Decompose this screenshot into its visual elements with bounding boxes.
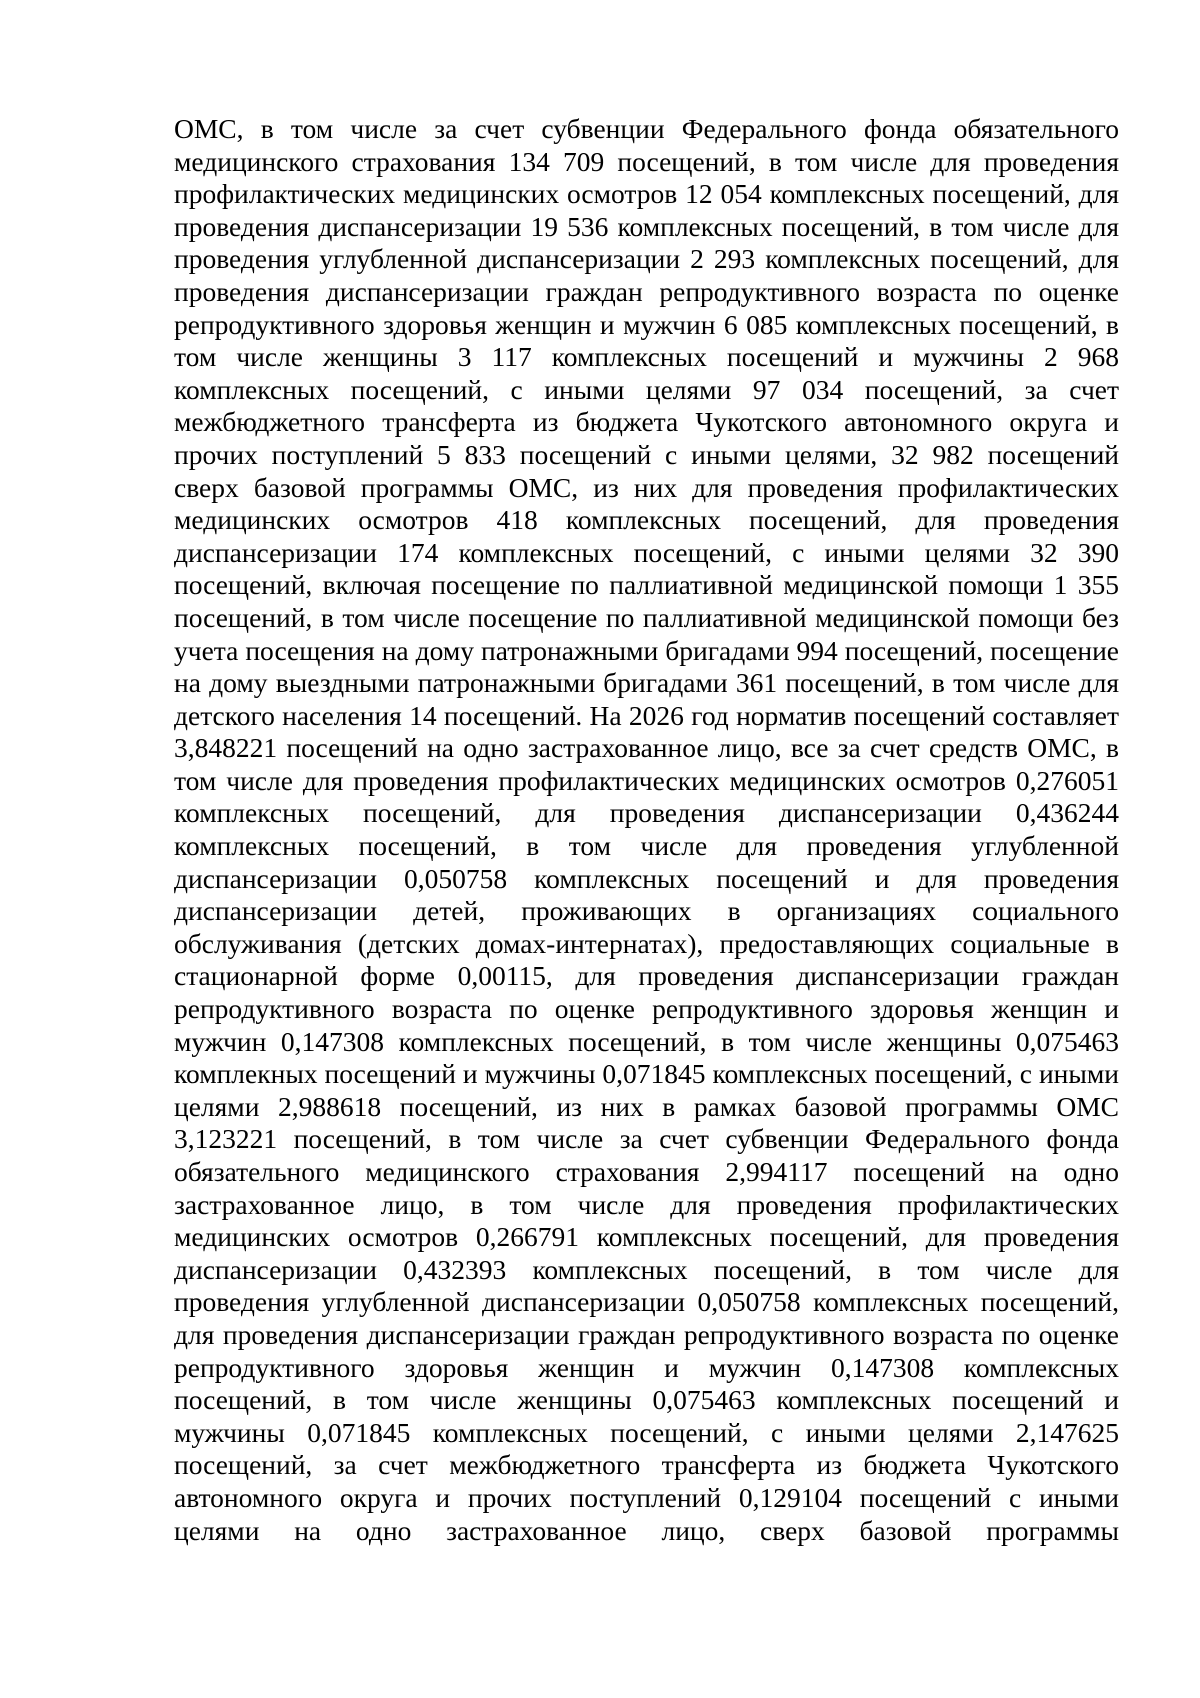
document-body: [174, 113, 1119, 1547]
body-paragraph: ОМС, в том числе за счет субвенции Федерального фонда обязательного медицинского страхования 134 709 посещений, в том числе для проведения профилактических медицинских осмотров 12 054 комплексных посещений, для проведения диспансеризации 19 536 комплексных посещений, в том числе для проведения углубленной диспансеризации 2 293 комплексных посещений, для проведения диспансеризации граждан репродуктивного возраста по оценке репродуктивного здоровья женщин и мужчин 6 085 комплексных посещений, в том числе женщины 3 117 комплексных посещений и мужчины 2 968 комплексных посещений, с иными целями 97 034 посещений, за счет межбюджетного трансферта из бюджета Чукотского автономного округа и прочих поступлений 5 833 посещений с иными целями, 32 982 посещений сверх базовой программы ОМС, из них для проведения профилактических медицинских осмотров 418 комплексных посещений, для проведения диспансеризации 174 комплексных посещений, с иными целями 32 390 посещений, включая посещение по паллиативной медицинской помощи 1 355 посещений, в том числе посещение по паллиативной медицинской помощи без учета посещения на дому патронажными бригадами 994 посещений, посещение на дому выездными патронажными бригадами 361 посещений, в том числе для детского населения 14 посещений. На 2026 год норматив посещений составляет 3,848221 посещений на одно застрахованное лицо, все за счет средств ОМС, в том числе для проведения профилактических медицинских осмотров 0,276051 комплексных посещений, для проведения диспансеризации 0,436244 комплексных посещений, в том числе для проведения углубленной диспансеризации 0,050758 комплексных посещений и для проведения диспансеризации детей, проживающих в организациях социального обслуживания (детских домах-интернатах), предоставляющих социальные в стационарной форме 0,00115, для проведения диспансеризации граждан репродуктивного возраста по оценке репродуктивного здоровья женщин и мужчин 0,147308 комплексных посещений, в том числе женщины 0,075463 комплекных посещений и мужчины 0,071845 комплексных посещений, с иными целями 2,988618 посещений, из них в рамках базовой программы ОМС 3,123221 посещений, в том числе за счет субвенции Федерального фонда обязательного медицинского страхования 2,994117 посещений на одно застрахованное лицо, в том числе для проведения профилактических медицинских осмотров 0,266791 комплексных посещений, для проведения диспансеризации 0,432393 комплексных посещений, в том числе для проведения углубленной диспансеризации 0,050758 комплексных посещений, для проведения диспансеризации граждан репродуктивного возраста по оценке репродуктивного здоровья женщин и мужчин 0,147308 комплексных посещений, в том числе женщины 0,075463 комплексных посещений и мужчины 0,071845 комплексных посещений, с иными целями 2,147625 посещений, за счет межбюджетного трансферта из бюджета Чукотского автономного округа и прочих поступлений 0,129104 посещений с иными целями на одно застрахованное лицо, сверх базовой программы: [174, 113, 1119, 1546]
